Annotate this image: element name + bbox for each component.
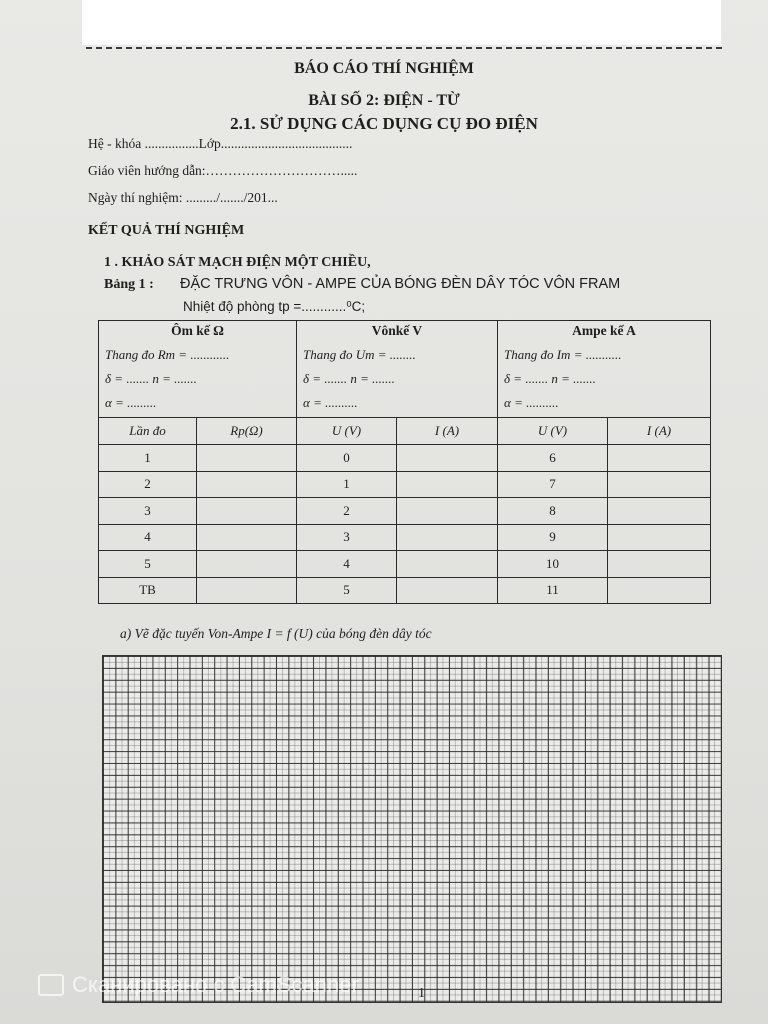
date-info: Ngày thí nghiệm: ........./......./201... — [88, 190, 278, 205]
table-row: 2 1 7 — [99, 471, 711, 498]
table-row: 5 4 10 — [99, 551, 711, 578]
lesson-title: BÀI SỐ 2: ĐIỆN - TỪ — [308, 92, 460, 109]
header-blank-area — [82, 0, 721, 45]
ohmmeter-header: Ôm kế Ω Thang đo Rm = ............ δ = ....... n = ....... α = ......... — [99, 321, 297, 418]
dashed-divider — [86, 47, 722, 49]
col-lan-do: Lần đo — [99, 418, 197, 445]
table-label: Bảng 1 : — [104, 277, 154, 292]
table-row: 4 3 9 — [99, 524, 711, 551]
page-number: 1 — [418, 986, 425, 1001]
col-rp: Rp(Ω) — [197, 418, 297, 445]
class-info: Hệ - khóa ................Lớp....................................... — [88, 136, 353, 151]
col-u-2: U (V) — [498, 418, 608, 445]
teacher-info: Giáo viên hướng dẫn:…………………………..... — [88, 163, 358, 178]
camscanner-watermark — [38, 972, 359, 998]
room-temperature: Nhiệt độ phòng tp =............⁰C; — [183, 299, 366, 314]
column-headers — [99, 418, 711, 445]
results-heading: KẾT QUẢ THÍ NGHIỆM — [88, 223, 245, 238]
graph-paper — [102, 655, 722, 1003]
table-row: 3 2 8 — [99, 498, 711, 525]
col-u-1: U (V) — [297, 418, 397, 445]
voltmeter-header: Vônkế V Thang đo Um = ........ δ = ....... n = ....... α = .......... — [297, 321, 498, 418]
col-i-1: I (A) — [397, 418, 498, 445]
circuit-subheading: 1 . KHẢO SÁT MẠCH ĐIỆN MỘT CHIỀU, — [104, 255, 371, 270]
graph-caption: a) Vẽ đặc tuyến Von-Ampe I = f (U) của bóng đèn dây tóc — [120, 626, 432, 641]
section-title: 2.1. SỬ DỤNG CÁC DỤNG CỤ ĐO ĐIỆN — [230, 114, 538, 133]
table-row: 1 0 6 — [99, 445, 711, 472]
camscanner-icon — [38, 974, 64, 996]
col-i-2: I (A) — [608, 418, 711, 445]
table-row: TB 5 11 — [99, 577, 711, 604]
table-title: ĐẶC TRƯNG VÔN - AMPE CỦA BÓNG ĐÈN DÂY TÓC VÔN FRAM — [180, 276, 621, 292]
ammeter-header: Ampe kế A Thang đo Im = ........... δ = ....... n = ....... α = .......... — [498, 321, 711, 418]
watermark-text: Сканировано с CamScanner — [72, 972, 359, 997]
measurement-table — [98, 320, 711, 604]
report-title: BÁO CÁO THÍ NGHIỆM — [294, 60, 474, 77]
